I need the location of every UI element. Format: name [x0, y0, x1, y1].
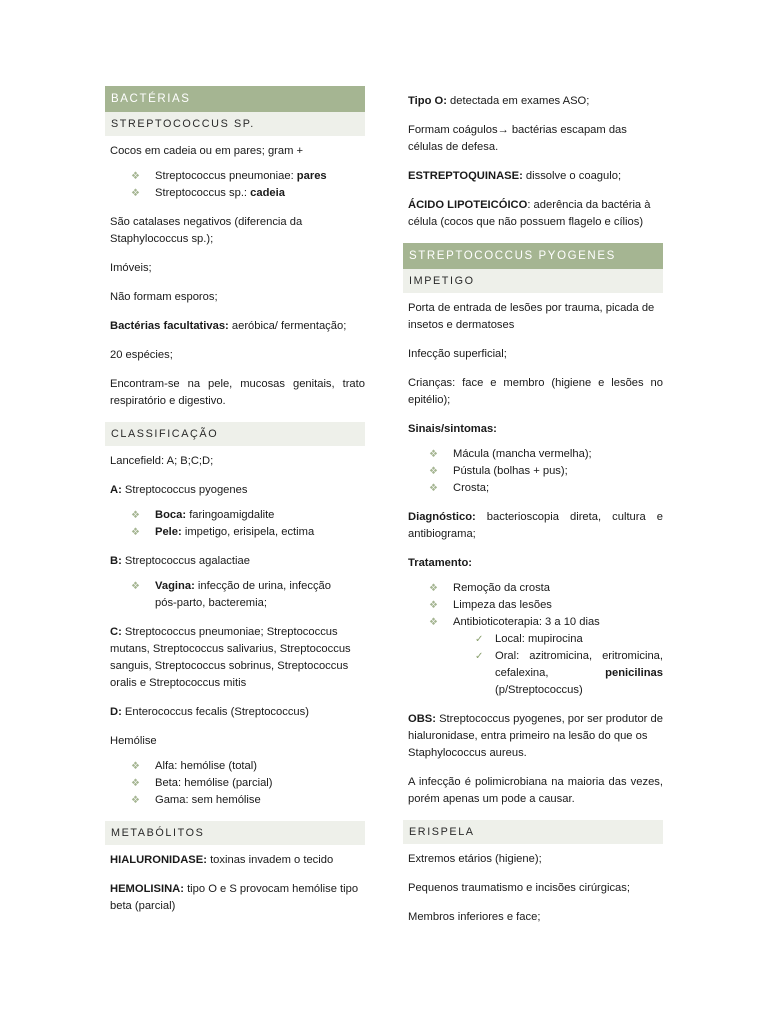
list-sinais	[403, 446, 663, 497]
text-polimicrobiana: A infecção é polimicrobiana na maioria das vezes, porém apenas um pode a causar.	[408, 776, 663, 805]
text-diagnostico: Diagnóstico: bacterioscopia direta, cultura e antibiograma;	[408, 511, 663, 540]
text-coagulos: Formam coágulos→ bactérias escapam das células de defesa.	[408, 124, 627, 153]
text-especies: 20 espécies;	[110, 349, 173, 361]
text-catalases: São catalases negativos (diferencia da Staphylococcus sp.);	[110, 216, 303, 245]
list-grupo-a	[105, 507, 365, 541]
list-item: ❖ Pele: impetigo, erisipela, ectima	[131, 524, 365, 541]
text-encontram: Encontram-se na pele, mucosas genitais, trato respiratório e digestivo.	[110, 378, 365, 407]
list-item: ❖ Mácula (mancha vermelha);	[429, 446, 663, 463]
text-hialuronidase: HIALURONIDASE: toxinas invadem o tecido	[110, 854, 334, 866]
list-item: ❖ Pústula (bolhas + pus);	[429, 463, 663, 480]
list-hemolise	[105, 758, 365, 809]
text-grupo-c: C: Streptococcus pneumoniae; Streptococcus mutans, Streptococcus salivarius, Streptococcus sanguis, Streptococcus sobrinus, Streptococcus oralis e Streptococcus mitis	[110, 626, 351, 689]
text-cocos: Cocos em cadeia ou em pares; gram +	[110, 145, 304, 157]
text-criancas: Crianças: face e membro (higiene e lesões no epitélio);	[408, 377, 663, 406]
text-tipo-o: Tipo O: detectada em exames ASO;	[408, 95, 590, 107]
left-column	[105, 86, 365, 927]
list-item: ✓ Oral: azitromicina, eritromicina, cefalexina, penicilinas (p/Streptococcus)	[475, 648, 663, 699]
text-infeccao-superficial: Infecção superficial;	[408, 348, 507, 360]
text-extremos: Extremos etários (higiene);	[408, 853, 542, 865]
text-acido-lipoteicoico: ÁCIDO LIPOTEICÓICO: aderência da bactéria à célula (cocos que não possuem flagelo e cílios)	[408, 199, 651, 228]
heading-erispela: ERISPELA	[403, 820, 663, 844]
list-item: ❖ Limpeza das lesões	[429, 597, 663, 614]
list-item: ❖ Boca: faringoamigdalite	[131, 507, 365, 524]
text-grupo-b: B: Streptococcus agalactiae	[110, 555, 250, 567]
text-facultativas: Bactérias facultativas: aeróbica/ fermentação;	[110, 320, 347, 332]
list-cocos	[105, 168, 365, 202]
text-tratamento: Tratamento:	[408, 557, 473, 569]
list-item: ❖ Gama: sem hemólise	[131, 792, 365, 809]
list-grupo-b	[105, 578, 365, 612]
text-lancefield: Lancefield: A; B;C;D;	[110, 455, 214, 467]
heading-metabolitos: METABÓLITOS	[105, 821, 365, 845]
text-hemolisina: HEMOLISINA: tipo O e S provocam hemólise tipo beta (parcial)	[110, 883, 359, 912]
list-item: ❖ Vagina: infecção de urina, infecção pós-parto, bacteremia;	[131, 578, 347, 612]
right-column	[403, 86, 663, 938]
text-grupo-d: D: Enterococcus fecalis (Streptococcus)	[110, 706, 309, 718]
list-item: ❖ Beta: hemólise (parcial)	[131, 775, 365, 792]
list-tratamento	[403, 580, 663, 699]
text-obs: OBS: Streptococcus pyogenes, por ser produtor de hialuronidase, entra primeiro na lesão do que os Staphylococcus aureus.	[408, 713, 663, 759]
list-item: ❖ Crosta;	[429, 480, 663, 497]
list-item: ❖ Streptococcus pneumoniae: pares	[131, 168, 365, 185]
heading-impetigo: IMPETIGO	[403, 269, 663, 293]
text-esporos: Não formam esporos;	[110, 291, 218, 303]
heading-streptococcus-sp: STREPTOCOCCUS SP.	[105, 112, 365, 136]
list-item: ❖ Remoção da crosta	[429, 580, 663, 597]
list-item: ❖ Antibioticoterapia: 3 a 10 dias ✓ Local: mupirocina ✓ Oral: azitromicina, eritromicina, cefalexina, penicilinas (p/Streptococcus)	[429, 614, 663, 699]
text-membros: Membros inferiores e face;	[408, 911, 541, 923]
list-item: ❖ Streptococcus sp.: cadeia	[131, 185, 365, 202]
list-item: ❖ Alfa: hemólise (total)	[131, 758, 365, 775]
list-antibioticoterapia	[453, 631, 663, 699]
text-porta-entrada: Porta de entrada de lesões por trauma, picada de insetos e dermatoses	[408, 302, 655, 331]
text-estreptoquinase: ESTREPTOQUINASE: dissolve o coagulo;	[408, 170, 622, 182]
text-sinais: Sinais/sintomas:	[408, 423, 497, 435]
heading-classificacao: CLASSIFICAÇÃO	[105, 422, 365, 446]
text-hemolise: Hemólise	[110, 735, 157, 747]
heading-bacterias: BACTÉRIAS	[105, 86, 365, 112]
text-imoveis: Imóveis;	[110, 262, 152, 274]
list-item: ✓ Local: mupirocina	[475, 631, 663, 648]
text-traumatismo: Pequenos traumatismo e incisões cirúrgicas;	[408, 882, 630, 894]
heading-streptococcus-pyogenes: STREPTOCOCCUS PYOGENES	[403, 243, 663, 269]
text-grupo-a: A: Streptococcus pyogenes	[110, 484, 248, 496]
